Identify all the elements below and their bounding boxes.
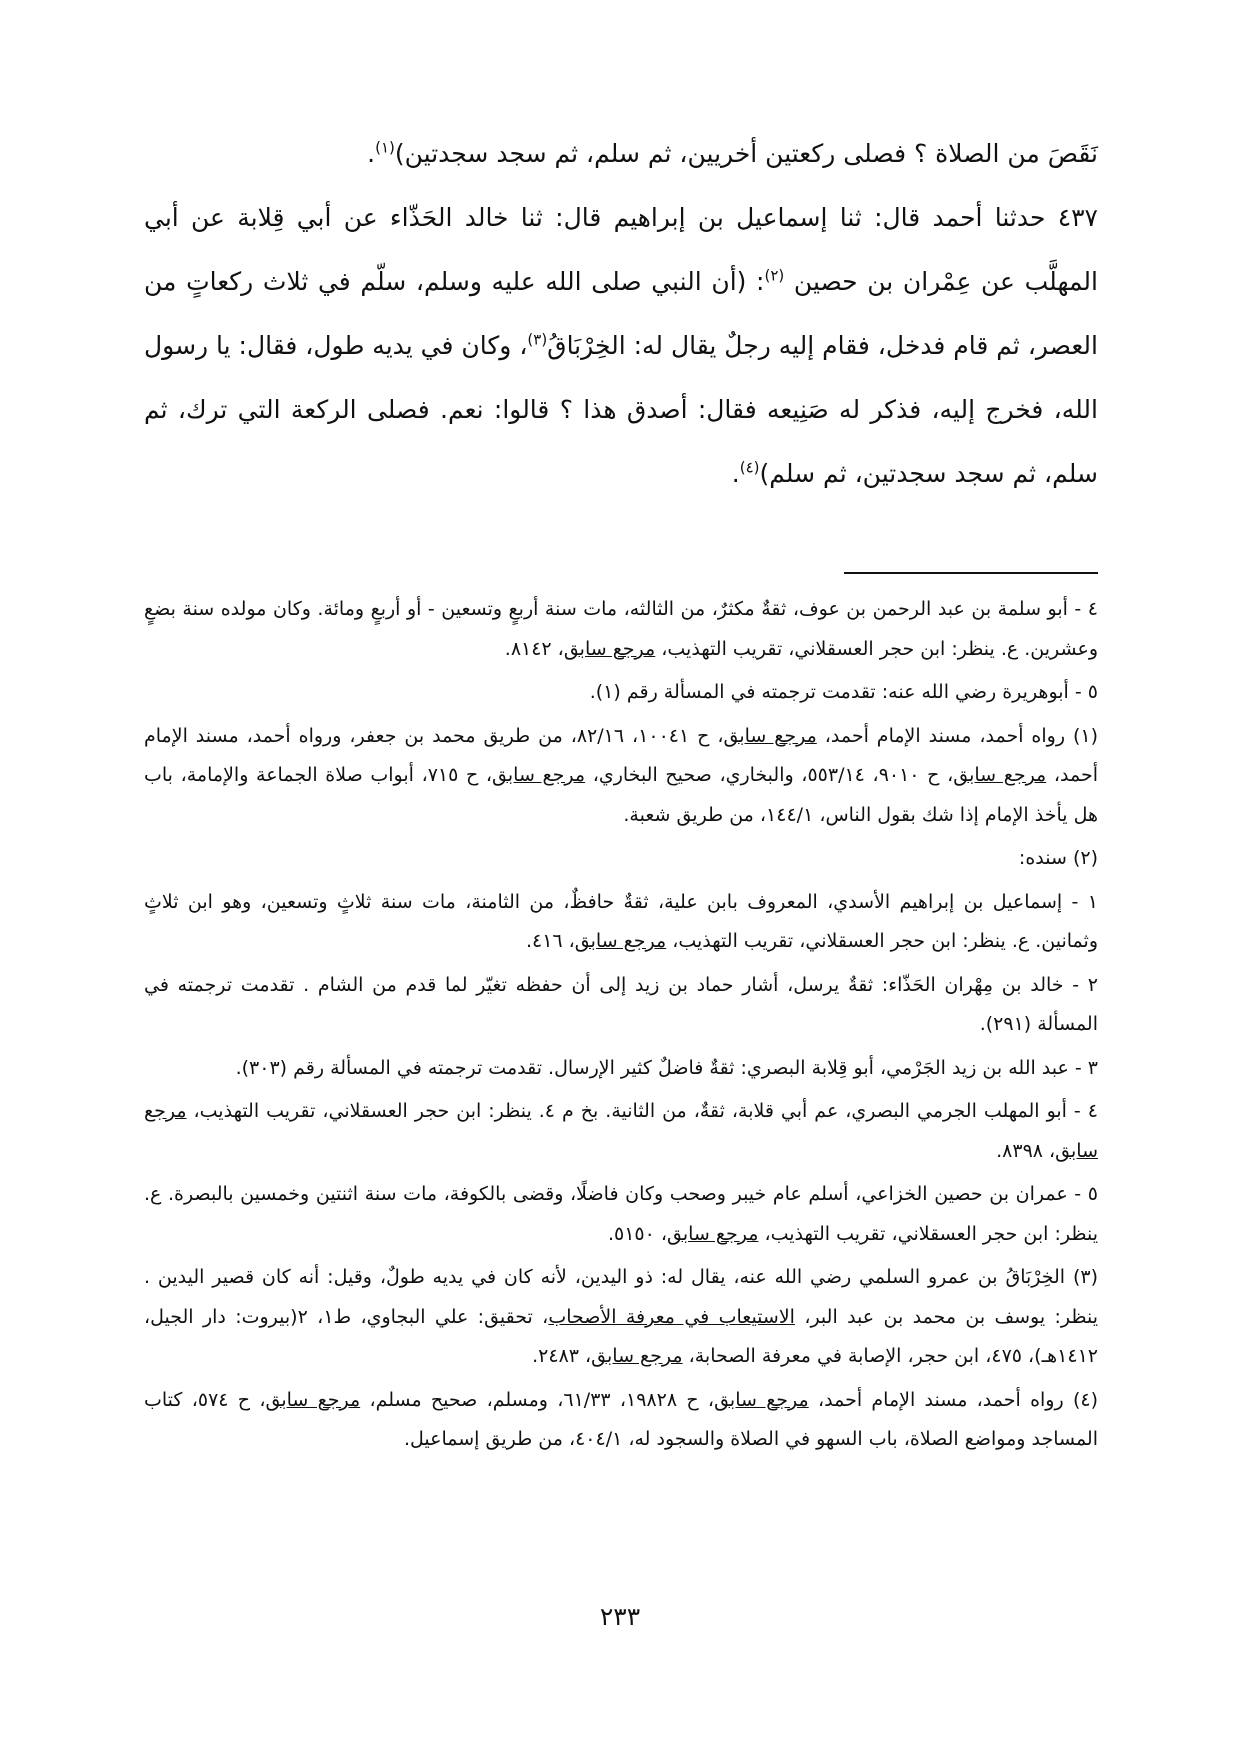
footnote-text: ١ - إسماعيل بن إبراهيم الأسدي، المعروف بابن علية، ثقةٌ حافظٌ، من الثامنة، مات سنة ثلاثٍ وتسعين، وهو ابن ثلاثٍ وثمانين. ع. ينظر: ابن حجر العسقلاني، تقريب التهذيب،	[144, 890, 1098, 952]
reference-link[interactable]: الاستيعاب في معرفة الأصحاب	[548, 1305, 795, 1328]
footnote-separator	[844, 572, 1098, 574]
main-paragraph-1	[144, 122, 1098, 186]
footnote-ref-4[interactable]: (٤)	[739, 458, 760, 477]
main-text	[144, 122, 1098, 506]
main-text-run: : (أن النبي صلى الله عليه وسلم، سلّم في ثلاث ركعاتٍ من العصر، ثم قام فدخل، فقام إليه رجلٌ يقال له: الخِرْبَاقُ	[144, 267, 1098, 360]
footnote-text: ٥ - عمران بن حصين الخزاعي، أسلم عام خيبر وصحب وكان فاضلًا، وقضى بالكوفة، مات سنة اثنتين وخمسين بالبصرة. ع. ينظر: ابن حجر العسقلاني، تقريب التهذيب،	[144, 1183, 1098, 1245]
main-text-run: ، وكان في يديه طول، فقال: يا رسول الله، فخرج إليه، فذكر له صَنِيعه فقال: أصدق هذا ؟ قالوا: نعم. فصلى الركعة التي ترك، ثم سلم، ثم سجد سجدتين، ثم سلم)	[143, 331, 1098, 488]
footnote-item	[144, 839, 1098, 879]
main-paragraph-2	[144, 186, 1098, 506]
reference-link[interactable]: مرجع سابق	[714, 1388, 809, 1411]
footnote-item	[144, 883, 1098, 962]
footnote-item	[144, 1381, 1098, 1460]
footnote-item	[144, 673, 1098, 713]
footnote-ref-1[interactable]: (١)	[375, 138, 395, 157]
footnote-text: ، ٢٤٨٣.	[532, 1345, 592, 1367]
footnote-text: ، ح ٩٠١٠، ٥٥٣/١٤، والبخاري، صحيح البخاري،	[592, 764, 954, 786]
reference-link[interactable]: مرجع سابق	[953, 764, 1047, 786]
footnote-text: ، ٨١٤٢.	[504, 637, 564, 660]
reference-link[interactable]: مرجع سابق	[574, 930, 667, 952]
footnote-item	[144, 717, 1098, 836]
footnote-text: ٣ - عبد الله بن زيد الجَرْمي، أبو قِلابة البصري: ثقةٌ فاضلٌ كثير الإرسال. تقدمت ترجمته في المسألة رقم (٣٠٣).	[235, 1056, 1098, 1079]
reference-link[interactable]: مرجع سابق	[144, 1100, 1098, 1162]
main-text-run: نَقَصَ من الصلاة ؟ فصلى ركعتين أخريين، ثم سلم، ثم سجد سجدتين)	[394, 139, 1098, 168]
page-number: ٢٣٣	[599, 1602, 641, 1631]
footnote-item	[144, 1049, 1098, 1089]
footnote-text: ٢ - خالد بن مِهْران الحَذّاء: ثقةٌ يرسل، أشار حماد بن زيد إلى أن حفظه تغيّر لما قدم من الشام . تقدمت ترجمته في المسألة (٢٩١).	[144, 973, 1098, 1035]
footnote-text: ، ح ٥٧٤، كتاب المساجد ومواضع الصلاة، باب السهو في الصلاة والسجود له، ٤٠٤/١، من طريق إسماعيل.	[144, 1388, 1098, 1450]
main-text-run: ٤٣٧ حدثنا أحمد قال: ثنا إسماعيل بن إبراهيم قال: ثنا خالد الحَذّاء عن أبي قِلابة عن أبي المهلَّب عن عِمْران بن حصين	[144, 203, 1098, 296]
footnote-text: ٥ - أبوهريرة رضي الله عنه: تقدمت ترجمته في المسألة رقم (١).	[589, 681, 1098, 703]
footnote-text: ، ٥١٥٠.	[607, 1222, 667, 1245]
footnote-text: ، ح ١٩٨٢٨، ٦١/٣٣، ومسلم، صحيح مسلم،	[369, 1388, 715, 1411]
footnote-text: ٤ - أبو سلمة بن عبد الرحمن بن عوف، ثقةٌ مكثرٌ، من الثالثه، مات سنة أربعٍ وتسعين - أو أربعٍ ومائة. وكان مولده سنة بضعٍ وعشرين. ع. ينظر: ابن حجر العسقلاني، تقريب التهذيب،	[144, 598, 1098, 660]
footnote-text: (٢) سنده:	[1018, 847, 1098, 869]
footnote-text: ٤ - أبو المهلب الجرمي البصري، عم أبي قلابة، ثقةٌ، من الثانية. بخ م ٤. ينظر: ابن حجر العسقلاني، تقريب التهذيب،	[193, 1100, 1098, 1122]
footnote-text: ، تحقيق: علي البجاوي، ط١، ٢(بيروت: دار الجيل، ١٤١٢هـ)، ٤٧٥، ابن حجر، الإصابة في معرفة الصحابة،	[144, 1305, 1098, 1367]
main-text-run: .	[731, 459, 740, 488]
footnote-text: (٣) الخِرْبَاقُ بن عمرو السلمي رضي الله عنه، يقال له: ذو اليدين، لأنه كان في يديه طولٌ، وقيل: أنه كان قصير اليدين . ينظر: يوسف بن محمد بن عبد البر،	[144, 1266, 1098, 1328]
footnotes	[144, 590, 1098, 1464]
footnote-item	[144, 966, 1098, 1045]
main-text-run: .	[367, 139, 376, 168]
footnote-text: ، ح ٧١٥، أبواب صلاة الجماعة والإمامة، باب هل يأخذ الإمام إذا شك بقول الناس، ١٤٤/١، من طريق شعبة.	[144, 764, 1098, 826]
reference-link[interactable]: مرجع سابق	[667, 1222, 759, 1245]
reference-link[interactable]: مرجع سابق	[492, 764, 586, 786]
footnote-text: ، ح ١٠٠٤١، ٨٢/١٦، من طريق محمد بن جعفر، ورواه أحمد، مسند الإمام أحمد،	[144, 724, 1099, 786]
footnote-item	[144, 1092, 1098, 1171]
reference-link[interactable]: مرجع سابق	[563, 637, 656, 660]
footnote-item	[144, 590, 1098, 669]
footnote-text: (١) رواه أحمد، مسند الإمام أحمد،	[824, 724, 1099, 747]
footnote-ref-3[interactable]: (٣)	[527, 330, 548, 349]
footnote-text: ، ٨٣٩٨.	[996, 1139, 1056, 1162]
footnote-text: ، ٤١٦.	[525, 930, 575, 952]
footnote-item	[144, 1258, 1098, 1377]
footnote-text: (٤) رواه أحمد، مسند الإمام أحمد،	[818, 1388, 1098, 1411]
footnote-ref-2[interactable]: (٢)	[764, 266, 785, 285]
reference-link[interactable]: مرجع سابق	[591, 1345, 683, 1367]
reference-link[interactable]: مرجع سابق	[265, 1388, 361, 1411]
reference-link[interactable]: مرجع سابق	[723, 724, 817, 747]
footnote-item	[144, 1175, 1098, 1254]
